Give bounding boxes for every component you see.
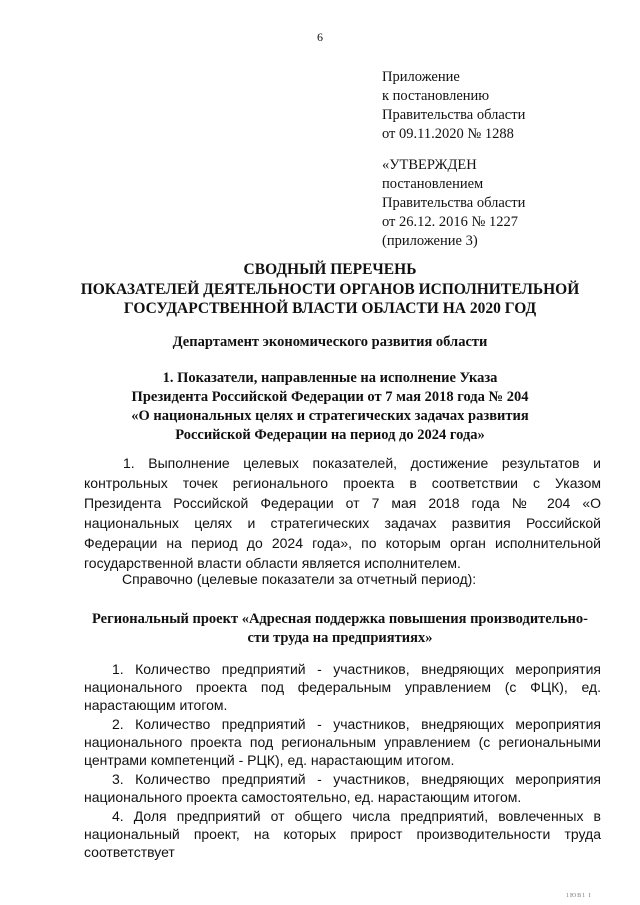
project-line: сти труда на предприятиях» — [247, 630, 433, 646]
title-line: СВОДНЫЙ ПЕРЕЧЕНЬ — [243, 261, 417, 278]
approval-line: постановлением — [382, 176, 484, 192]
indicator-item: 2. Количество предприятий - участников, внедряющих мероприятия национального проекта под региональным управлением (с региональными центрами компетенций - РЦК), ед. нарастающим итогом. — [84, 716, 601, 768]
reference-note: Справочно (целевые показатели за отчетный период): — [122, 571, 477, 587]
section-line: «О национальных целях и стратегических задачах развития — [131, 408, 529, 424]
approval-line: «УТВЕРЖДЕН — [382, 157, 477, 173]
approval-line: (приложение 3) — [382, 233, 478, 249]
page-number: 6 — [317, 30, 323, 44]
regional-project-heading — [70, 610, 610, 648]
section-line: 1. Показатели, направленные на исполнение Указа — [162, 370, 498, 386]
approval-line: Правительства области — [382, 195, 526, 211]
project-line: Региональный проект «Адресная поддержка повышения производительно- — [92, 611, 588, 627]
indicator-item: 1. Количество предприятий - участников, внедряющих мероприятия национального проекта под федеральным управлением (с ФЦК), ед. нарастающим итогом. — [84, 661, 601, 713]
section-heading — [70, 369, 590, 445]
indicator-item: 4. Доля предприятий от общего числа предприятий, вовлеченных в национальный проект, на которых прирост производительности труда соответствует — [84, 808, 601, 860]
section-line: Президента Российской Федерации от 7 мая 2018 года № 204 — [131, 389, 529, 405]
title-line: ГОСУДАРСТВЕННОЙ ВЛАСТИ ОБЛАСТИ НА 2020 ГОД — [123, 300, 537, 317]
approval-line: от 26.12. 2016 № 1227 — [382, 214, 518, 230]
indicator-list — [84, 660, 601, 862]
title-line: ПОКАЗАТЕЛЕЙ ДЕЯТЕЛЬНОСТИ ОРГАНОВ ИСПОЛНИТЕЛЬНОЙ — [80, 280, 580, 298]
document-title — [70, 260, 590, 319]
appendix-line: Приложение — [382, 69, 460, 85]
appendix-block — [382, 68, 525, 144]
footer-mark: 1ЮВ1 I — [566, 893, 592, 899]
approval-block — [382, 156, 525, 251]
paragraph-1: 1. Выполнение целевых показателей, достижение результатов и контрольных точек регионального проекта в соответствии с Указом Президента Российской Федерации от 7 мая 2018 года № 204 «О национальных целях и стратегических задачах развития Российской Федерации на период до 2024 года», по которым орган исполнительной государственной власти области является исполнителем. — [84, 455, 601, 571]
appendix-line: к постановлению — [382, 88, 490, 104]
appendix-line: Правительства области — [382, 107, 526, 123]
department-heading: Департамент экономического развития области — [172, 334, 488, 350]
indicator-item: 3. Количество предприятий - участников, внедряющих мероприятия национального проекта самостоятельно, ед. нарастающим итогом. — [84, 771, 601, 805]
section-line: Российской Федерации на период до 2024 года» — [175, 427, 485, 443]
appendix-line: от 09.11.2020 № 1288 — [382, 126, 514, 142]
